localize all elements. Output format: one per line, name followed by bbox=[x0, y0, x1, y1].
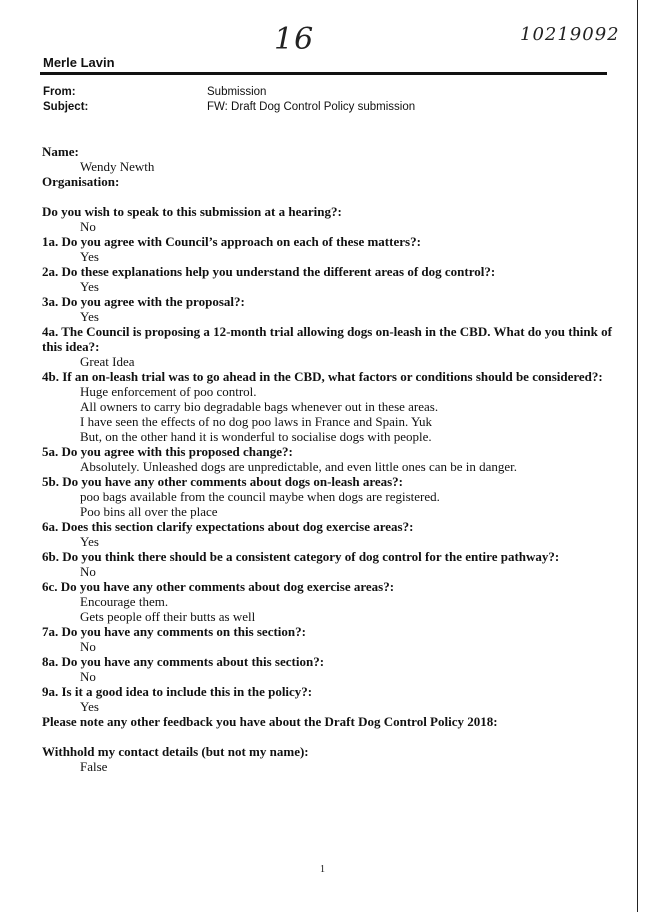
withhold-value: False bbox=[80, 759, 108, 774]
answer-text: Huge enforcement of poo control. bbox=[80, 384, 257, 399]
answer-text: Yes bbox=[80, 309, 99, 324]
answer-text: Yes bbox=[80, 699, 99, 714]
question-block bbox=[42, 264, 612, 294]
answer-text: Encourage them. bbox=[80, 594, 169, 609]
name-value: Wendy Newth bbox=[80, 159, 155, 174]
subject-value: FW: Draft Dog Control Policy submission bbox=[207, 101, 416, 113]
withhold-label: Withhold my contact details (but not my name): bbox=[42, 744, 309, 759]
answer-text: Yes bbox=[80, 534, 99, 549]
question-block bbox=[42, 294, 612, 324]
answer-text: poo bags available from the council maybe when dogs are registered. bbox=[80, 489, 440, 504]
handwritten-page-number: 16 bbox=[274, 22, 315, 57]
questions-list bbox=[42, 204, 612, 729]
question-block bbox=[42, 234, 612, 264]
question-text: 4a. The Council is proposing a 12-month trial allowing dogs on-leash in the CBD. What do you think of this idea?: bbox=[42, 324, 612, 354]
question-block bbox=[42, 654, 612, 684]
question-block bbox=[42, 474, 612, 519]
question-block bbox=[42, 579, 612, 624]
question-text: 7a. Do you have any comments on this section?: bbox=[42, 624, 306, 639]
name-label: Name: bbox=[42, 144, 79, 159]
answer-text: Gets people off their butts as well bbox=[80, 609, 256, 624]
question-text: 8a. Do you have any comments about this section?: bbox=[42, 654, 325, 669]
page-number: 1 bbox=[320, 864, 325, 875]
answer-text: Absolutely. Unleashed dogs are unpredictable, and even little ones can be in danger. bbox=[80, 459, 518, 474]
organisation-label: Organisation: bbox=[42, 174, 120, 189]
question-block bbox=[42, 624, 612, 654]
answer-text: Poo bins all over the place bbox=[80, 504, 218, 519]
answer-text: Great Idea bbox=[80, 354, 135, 369]
question-block bbox=[42, 324, 612, 369]
question-text: 6c. Do you have any other comments about dog exercise areas?: bbox=[42, 579, 395, 594]
question-text: 1a. Do you agree with Council’s approach on each of these matters?: bbox=[42, 234, 421, 249]
question-text: Do you wish to speak to this submission at a hearing?: bbox=[42, 204, 342, 219]
question-block bbox=[42, 549, 612, 579]
question-text: 4b. If an on-leash trial was to go ahead in the CBD, what factors or conditions should be considered?: bbox=[42, 369, 603, 384]
question-block bbox=[42, 519, 612, 549]
question-text: 5b. Do you have any other comments about dogs on-leash areas?: bbox=[42, 474, 404, 489]
question-text: 9a. Is it a good idea to include this in the policy?: bbox=[42, 684, 313, 699]
spacer bbox=[42, 189, 612, 204]
feedback-prompt: Please note any other feedback you have about the Draft Dog Control Policy 2018: bbox=[42, 714, 498, 729]
from-value: Submission bbox=[207, 86, 267, 98]
answer-text: No bbox=[80, 219, 96, 234]
from-label: From: bbox=[43, 86, 76, 98]
submission-body bbox=[42, 144, 612, 774]
page-edge-line bbox=[637, 0, 638, 912]
answer-text: All owners to carry bio degradable bags whenever out in these areas. bbox=[80, 399, 439, 414]
answer-text: No bbox=[80, 564, 96, 579]
answer-text: No bbox=[80, 669, 96, 684]
question-text: 5a. Do you agree with this proposed change?: bbox=[42, 444, 293, 459]
answer-text: Yes bbox=[80, 279, 99, 294]
question-text: 6a. Does this section clarify expectations about dog exercise areas?: bbox=[42, 519, 414, 534]
handwritten-reference-number: 10219092 bbox=[520, 24, 620, 45]
spacer bbox=[42, 729, 612, 744]
answer-text: I have seen the effects of no dog poo laws in France and Spain. Yuk bbox=[80, 414, 432, 429]
answer-text: No bbox=[80, 639, 96, 654]
subject-label: Subject: bbox=[43, 101, 89, 113]
question-text: 2a. Do these explanations help you understand the different areas of dog control?: bbox=[42, 264, 496, 279]
answer-text: But, on the other hand it is wonderful to socialise dogs with people. bbox=[80, 429, 432, 444]
question-block bbox=[42, 204, 612, 234]
question-block bbox=[42, 369, 612, 444]
header-divider bbox=[40, 72, 607, 75]
question-block bbox=[42, 444, 612, 474]
answer-text: Yes bbox=[80, 249, 99, 264]
question-text: 3a. Do you agree with the proposal?: bbox=[42, 294, 245, 309]
question-text: 6b. Do you think there should be a consistent category of dog control for the entire pathway?: bbox=[42, 549, 560, 564]
sender-name: Merle Lavin bbox=[43, 55, 115, 70]
question-block bbox=[42, 684, 612, 714]
